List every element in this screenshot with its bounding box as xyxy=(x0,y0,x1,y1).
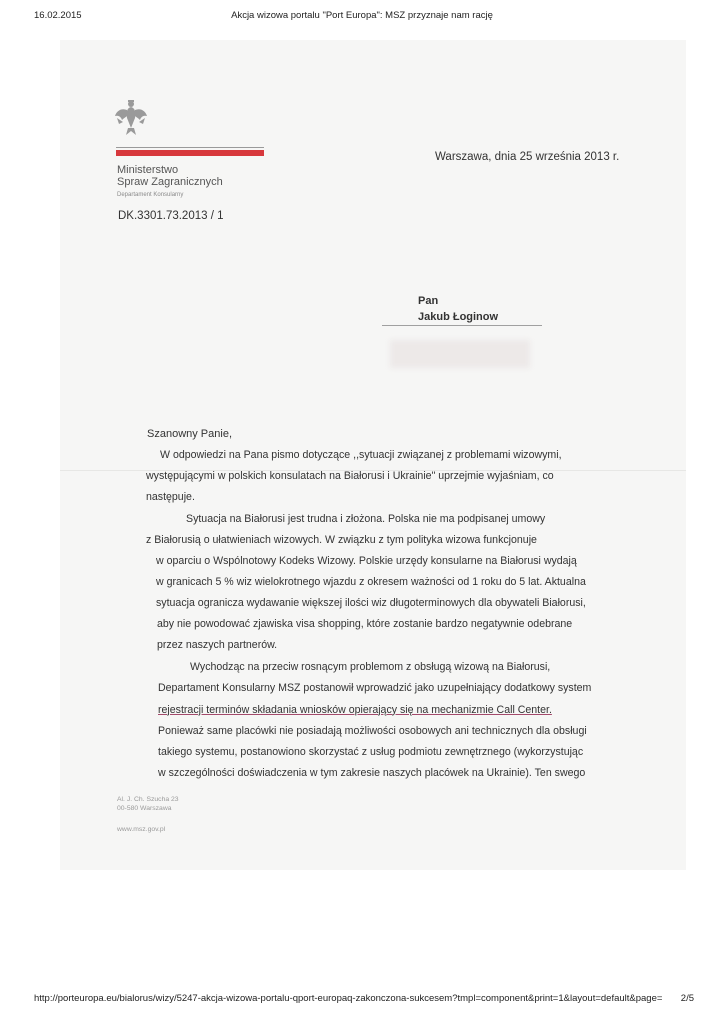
paragraph-line: następuje. xyxy=(146,491,195,503)
recipient-block xyxy=(418,293,498,325)
paragraph-3 xyxy=(158,657,591,785)
document-number: DK.3301.73.2013 / 1 xyxy=(118,210,224,222)
paragraph-line: Sytuacja na Białorusi jest trudna i złożona. Polska nie ma podpisanej umowy xyxy=(186,513,546,525)
recipient-line1: Pan xyxy=(418,295,439,307)
paragraph-line: Departament Konsularny MSZ postanowił wprowadzić jako uzupełniający dodatkowy system xyxy=(158,682,592,695)
scanned-letter xyxy=(60,40,686,870)
recipient-rule xyxy=(382,325,542,326)
paragraph-line: sytuacja ogranicza wydawanie większej ilości wiz długoterminowych dla obywateli Białorusi, xyxy=(156,597,586,609)
paragraph-line: Wychodząc na przeciw rosnącym problemom z obsługą wizową na Białorusi, xyxy=(190,661,551,673)
paragraph-line: występującymi w polskich konsulatach na Białorusi i Ukrainie" uprzejmie wyjaśniam, co xyxy=(146,470,554,482)
department-name: Departament Konsularny xyxy=(117,192,184,198)
page-number: 2/5 xyxy=(680,993,694,1004)
ministry-line2: Spraw Zagranicznych xyxy=(117,176,223,188)
print-date: 16.02.2015 xyxy=(34,10,82,21)
salutation: Szanowny Panie, xyxy=(147,428,232,440)
print-title: Akcja wizowa portalu "Port Europa": MSZ przyznaje nam rację xyxy=(231,10,493,21)
polish-eagle-emblem-icon xyxy=(114,98,148,138)
paragraph-2 xyxy=(146,509,586,656)
paragraph-line: w szczególności doświadczenia w tym zakresie naszych placówek na Ukrainie). Ten swego xyxy=(158,767,586,780)
ministry-website: www.msz.gov.pl xyxy=(117,826,166,833)
paragraph-line: aby nie powodować zjawiska visa shopping, które zostanie bardzo negatywnie odebrane xyxy=(157,618,573,630)
paragraph-1 xyxy=(146,445,562,508)
redacted-address xyxy=(390,340,530,368)
paragraph-line: W odpowiedzi na Pana pismo dotyczące ,,sytuacji związanej z problemami wizowymi, xyxy=(160,449,562,461)
paragraph-line: z Białorusią o ułatwieniach wizowych. W związku z tym polityka wizowa funkcjonuje xyxy=(146,534,537,546)
paragraph-line: przez naszych partnerów. xyxy=(157,639,278,651)
print-header xyxy=(0,10,724,26)
place-and-date: Warszawa, dnia 25 września 2013 r. xyxy=(435,151,620,163)
paragraph-line: Ponieważ same placówki nie posiadają możliwości osobowych ani technicznych dla obsługi xyxy=(158,724,587,737)
ministry-name xyxy=(117,164,223,188)
recipient-line2: Jakub Łoginow xyxy=(418,311,499,323)
paragraph-line: takiego systemu, postanowiono skorzystać z usług podmiotu zewnętrznego (wykorzystując xyxy=(158,746,584,759)
ministry-line1: Ministerstwo xyxy=(117,164,179,176)
letterhead-red-bar xyxy=(116,150,264,156)
paragraph-line: w oparciu o Wspólnotowy Kodeks Wizowy. Polskie urzędy konsularne na Białorusi wydają xyxy=(156,555,577,567)
ministry-address xyxy=(117,795,179,813)
print-footer xyxy=(0,993,724,1009)
letterhead-grey-line xyxy=(116,147,264,148)
address-line1: Al. J. Ch. Szucha 23 xyxy=(117,796,179,803)
print-url: http://porteuropa.eu/bialorus/wizy/5247-akcja-wizowa-portalu-qport-europaq-zakonczona-sukcesem?tmpl=component&print=1&layout=default&page= xyxy=(34,993,663,1004)
paragraph-line-underlined: rejestracji terminów składania wniosków opierający się na mechanizmie Call Center. xyxy=(158,703,552,716)
paragraph-line: w granicach 5 % wiz wielokrotnego wjazdu z okresem ważności od 1 roku do 5 lat. Aktualna xyxy=(156,576,586,588)
address-line2: 00-580 Warszawa xyxy=(117,805,172,812)
